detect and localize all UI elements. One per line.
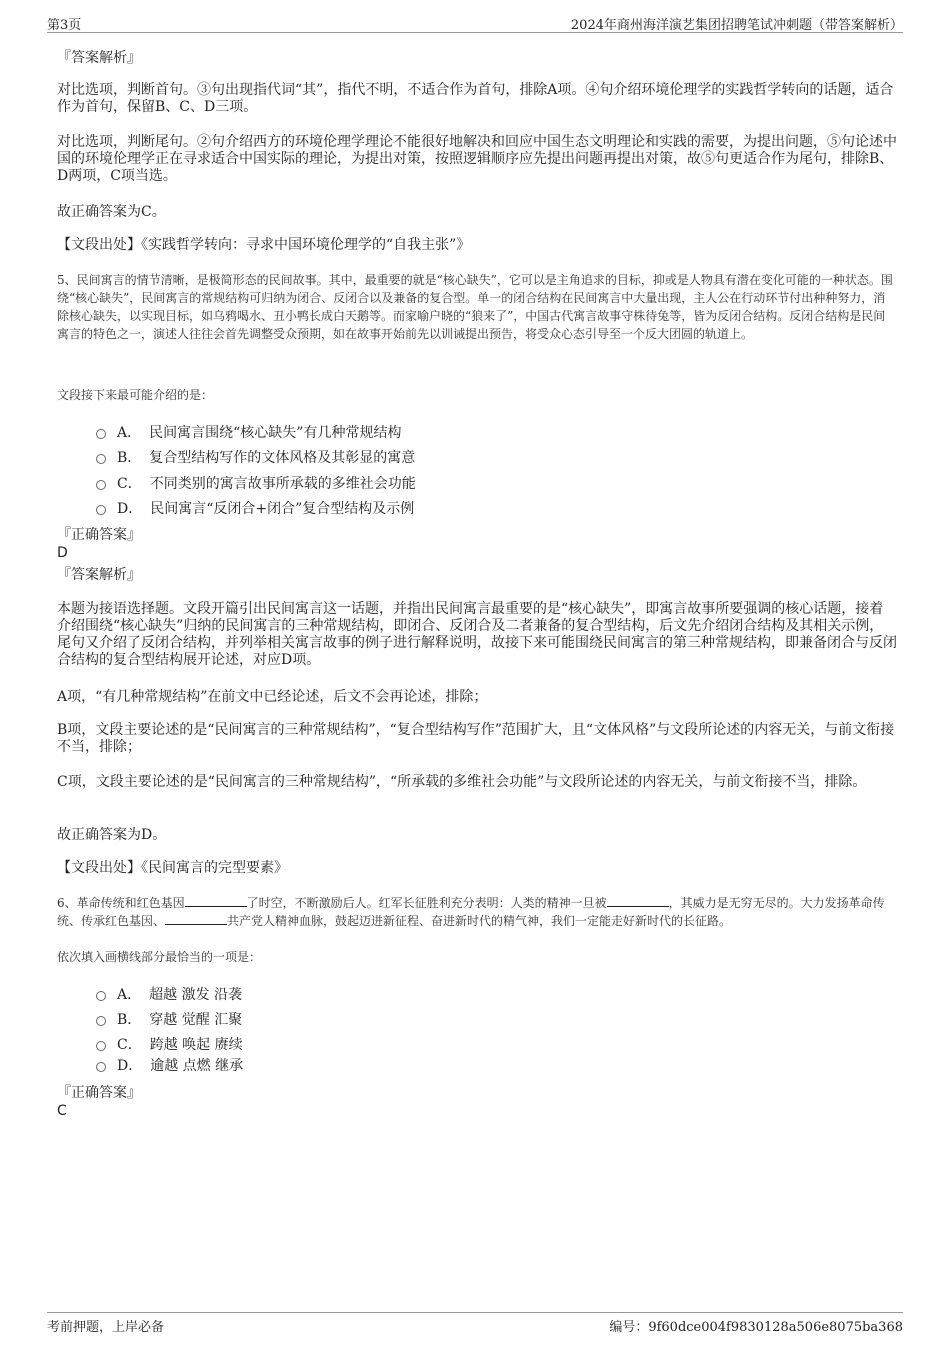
correct-answer: C — [57, 1103, 67, 1119]
radio-icon[interactable] — [96, 505, 106, 515]
document-id: 编号：9f60dce004f9830128a506e8075ba368 — [609, 1320, 903, 1335]
question-prompt: 文段接下来最可能介绍的是： — [57, 388, 214, 402]
option-b[interactable] — [96, 447, 415, 467]
option-d[interactable] — [96, 498, 414, 518]
analysis-paragraph: C项，文段主要论述的是“民间寓言的三种常规结构”，“所承载的多维社会功能”与文段所论述的内容无关，与前文衔接不当，排除。 — [57, 774, 867, 790]
option-c[interactable] — [96, 473, 416, 493]
option-b[interactable] — [96, 1009, 242, 1029]
correct-answer: D — [57, 545, 68, 561]
analysis-paragraph: 本题为接语选择题。文段开篇引出民间寓言这一话题，并指出民间寓言最重要的是“核心缺失”，即寓言故事所要强调的核心话题，接着介绍围绕“核心缺失”归纳的民间寓言的三种常规结构，即闭合、反闭合及二者兼备的复合型结构，后文先介绍闭合结构及其相关示例，尾句又介绍了反闭合结构，并列举相关寓言故事的例子进行解释说明，故接下来可能围绕民间寓言的第三种常规结构，即兼备闭合与反闭合结构的复合型结构展开论述，对应D项。 — [57, 601, 897, 668]
option-c[interactable] — [96, 1034, 243, 1054]
option-letter: A． — [117, 425, 142, 441]
option-letter: D． — [117, 1058, 143, 1074]
question-prompt: 依次填入画横线部分最恰当的一项是： — [57, 950, 262, 964]
option-letter: C． — [117, 476, 142, 492]
radio-icon[interactable] — [96, 429, 106, 439]
question-passage: 5、民间寓言的情节清晰，是极简形态的民间故事。其中，最重要的就是“核心缺失”，它可以是主角追求的目标，抑或是人物具有潜在变化可能的一种状态。围绕“核心缺失”，民间寓言的常规结构可归纳为闭合、反闭合以及兼备的复合型。单一的闭合结构在民间寓言中大量出现，主人公在行动环节付出种种努力，消除核心缺失，以实现目标，如乌鸦喝水、丑小鸭长成白天鹅等。而家喻户晓的“狼来了”，中国古代寓言故事守株待兔等，皆为反闭合结构。反闭合结构是民间寓言的特色之一，演述人往往会首先调整受众预期，如在故事开始前先以训诫提出预告，将受众心态引导至一个反大团圆的轨道上。 — [57, 273, 893, 341]
question-passage: 6、革命传统和红色基因 了时空，不断激励后人。红军长征胜利充分表明：人类的精神一旦被 ，其威力是无穷无尽的。大力发扬革命传统、传承红色基因、 共产党人精神血脉，鼓起迈进新征程、奋进新时代的精气神，我们一定能走好新时代的长征路。 — [57, 896, 885, 928]
option-d[interactable] — [96, 1055, 243, 1075]
page-header — [47, 12, 903, 33]
option-letter: B． — [117, 450, 142, 466]
source-citation: 【文段出处】《民间寓言的完型要素》 — [57, 860, 288, 876]
radio-icon[interactable] — [96, 480, 106, 490]
option-letter: B． — [117, 1012, 142, 1028]
radio-icon[interactable] — [96, 1041, 106, 1051]
option-a[interactable] — [96, 422, 401, 442]
answer-label: 『正确答案』 — [57, 1085, 141, 1101]
option-letter: C． — [117, 1037, 142, 1053]
analysis-paragraph: B项，文段主要论述的是“民间寓言的三种常规结构”，“复合型结构写作”范围扩大，且“文体风格”与文段所论述的内容无关，与前文衔接不当，排除； — [57, 722, 895, 755]
radio-icon[interactable] — [96, 1062, 106, 1072]
analysis-paragraph: 对比选项，判断尾句。②句介绍西方的环境伦理学理论不能很好地解决和回应中国生态文明理论和实践的需要，为提出问题，⑤句论述中国的环境伦理学正在寻求适合中国实际的理论，为提出对策，按照逻辑顺序应先提出问题再提出对策，故⑤句更适合作为尾句，排除B、D两项，C项当选。 — [57, 134, 897, 184]
page-footer — [47, 1312, 903, 1335]
option-text: 超越 激发 沿袭 — [149, 987, 243, 1003]
document-title: 2024年商州海洋演艺集团招聘笔试冲刺题（带答案解析） — [570, 18, 903, 33]
radio-icon[interactable] — [96, 1016, 106, 1026]
option-letter: A． — [117, 987, 142, 1003]
analysis-label: 『答案解析』 — [57, 567, 141, 583]
option-letter: D． — [117, 501, 143, 517]
option-text: 穿越 觉醒 汇聚 — [149, 1012, 243, 1028]
fill-blank — [185, 894, 247, 907]
page-number: 第3页 — [47, 18, 82, 33]
option-text: 跨越 唤起 赓续 — [149, 1037, 243, 1053]
answer-label: 『正确答案』 — [57, 527, 141, 543]
option-text: 民间寓言围绕“核心缺失”有几种常规结构 — [149, 425, 402, 441]
option-text: 复合型结构写作的文体风格及其彰显的寓意 — [149, 450, 416, 466]
footer-slogan: 考前押题，上岸必备 — [47, 1320, 165, 1335]
analysis-paragraph: 对比选项，判断首句。③句出现指代词“其”，指代不明，不适合作为首句，排除A项。④句介绍环境伦理学的实践哲学转向的话题，适合作为首句，保留B、C、D三项。 — [57, 82, 894, 115]
option-text: 民间寓言“反闭合+闭合”复合型结构及示例 — [150, 501, 415, 517]
analysis-conclusion: 故正确答案为C。 — [57, 204, 166, 220]
radio-icon[interactable] — [96, 454, 106, 464]
analysis-conclusion: 故正确答案为D。 — [57, 827, 167, 843]
radio-icon[interactable] — [96, 991, 106, 1001]
analysis-paragraph: A项，“有几种常规结构”在前文中已经论述，后文不会再论述，排除； — [57, 689, 488, 705]
fill-blank — [607, 894, 669, 907]
option-a[interactable] — [96, 984, 242, 1004]
option-text: 不同类别的寓言故事所承载的多维社会功能 — [149, 476, 416, 492]
analysis-label: 『答案解析』 — [57, 50, 141, 66]
fill-blank — [165, 912, 227, 925]
option-text: 逾越 点燃 继承 — [150, 1058, 244, 1074]
source-citation: 【文段出处】《实践哲学转向：寻求中国环境伦理学的“自我主张”》 — [57, 237, 471, 253]
